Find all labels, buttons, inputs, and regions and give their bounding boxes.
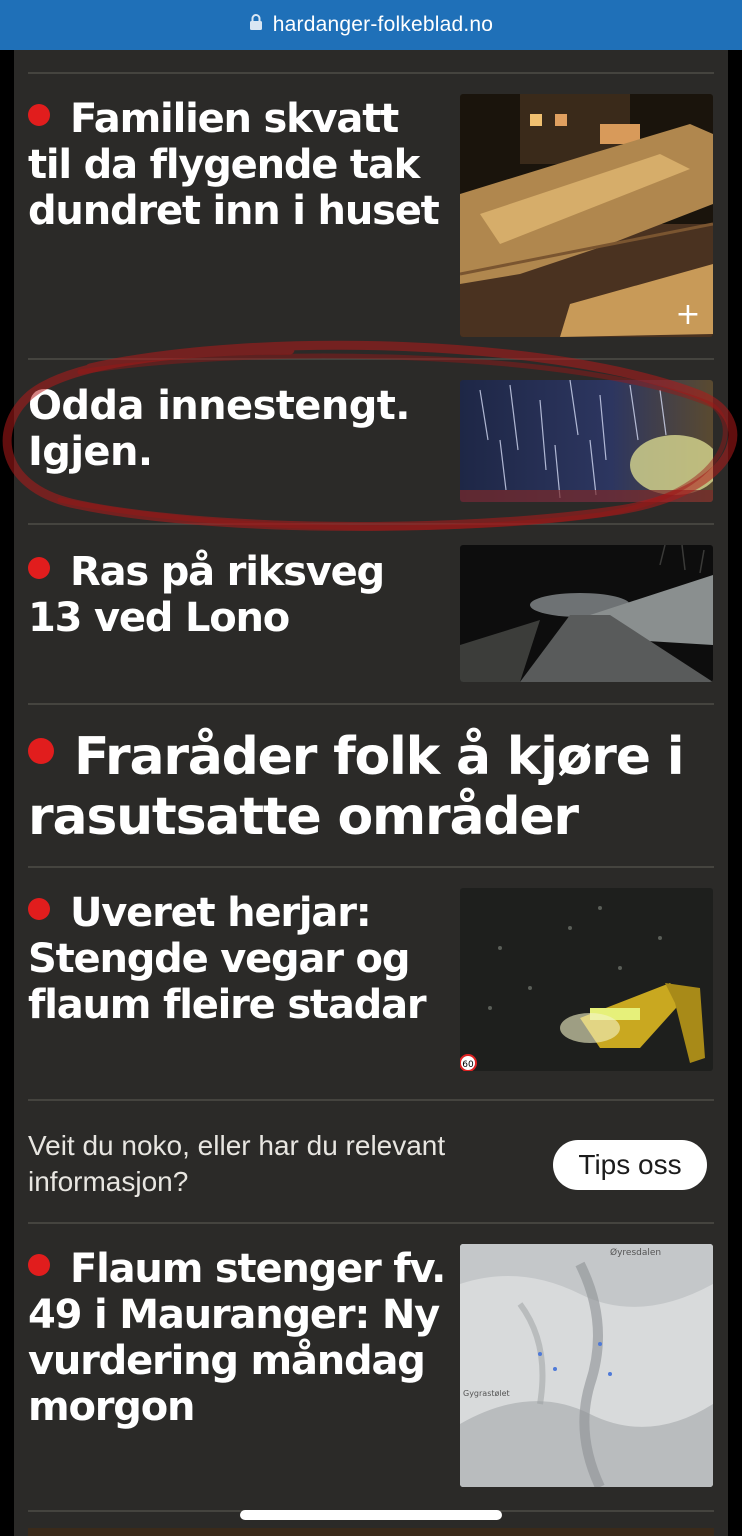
live-dot-icon: [28, 104, 50, 126]
article-title: Uveret herjar: Stengde vegar og flaum fleire stadar: [28, 890, 426, 1028]
live-dot-icon: [28, 738, 54, 764]
expand-plus-icon[interactable]: +: [675, 297, 701, 332]
article-image[interactable]: [460, 888, 713, 1071]
article-title: Fraråder folk å kjøre i rasutsatte områder: [28, 727, 684, 847]
lock-icon: [249, 13, 263, 37]
url-text: hardanger-folkeblad.no: [272, 13, 494, 36]
next-article-preview: [28, 1528, 714, 1536]
divider: [28, 1099, 714, 1101]
article-title: Flaum stenger fv. 49 i Mauranger: Ny vurdering måndag morgon: [28, 1246, 446, 1430]
divider: [28, 703, 714, 705]
article-title: Odda innestengt. Igjen.: [28, 383, 410, 475]
divider: [28, 1222, 714, 1224]
live-dot-icon: [28, 898, 50, 920]
article-image[interactable]: [460, 94, 713, 337]
divider: [28, 866, 714, 868]
article-title: Ras på riksveg 13 ved Lono: [28, 549, 384, 641]
map-label: Gygrastølet: [463, 1389, 510, 1398]
divider: [28, 358, 714, 360]
home-indicator[interactable]: [240, 1510, 502, 1520]
url-bar[interactable]: [0, 0, 742, 50]
map-image[interactable]: [460, 1244, 713, 1487]
live-dot-icon: [28, 1254, 50, 1276]
tips-text: Veit du noko, eller har du relevant informasjon?: [28, 1130, 446, 1197]
speed-sign-text: 60: [462, 1060, 474, 1070]
divider: [28, 72, 714, 74]
news-feed[interactable]: [14, 50, 728, 1536]
tips-oss-button[interactable]: Tips oss: [553, 1140, 707, 1190]
article-image[interactable]: [460, 545, 713, 682]
article-image[interactable]: [460, 380, 713, 502]
divider: [28, 523, 714, 525]
article-title: Familien skvatt til da flygende tak dundret inn i huset: [28, 96, 439, 234]
live-dot-icon: [28, 557, 50, 579]
map-label: Øyresdalen: [610, 1248, 662, 1258]
